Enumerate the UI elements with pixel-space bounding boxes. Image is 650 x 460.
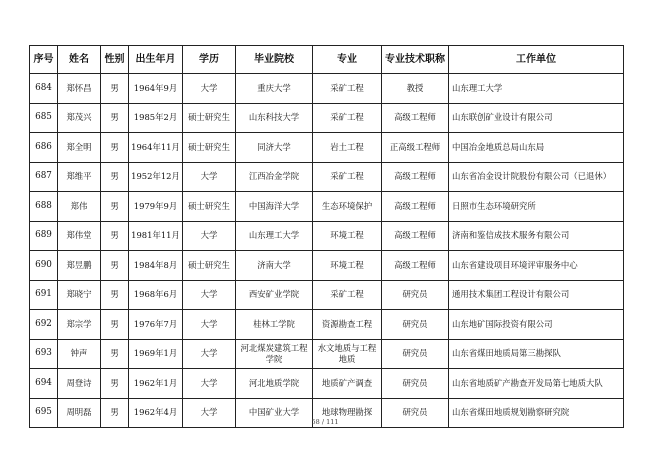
birth-cell: 1962年1月 [129, 369, 183, 399]
name-cell: 郑全明 [58, 133, 101, 163]
gender-header: 性别 [101, 46, 129, 74]
employer-cell: 济南和鉴信成技术服务有限公司 [449, 221, 624, 251]
education-cell: 大学 [183, 162, 236, 192]
title-cell: 高级工程师 [382, 162, 449, 192]
title-cell: 研究员 [382, 339, 449, 369]
gender-cell: 男 [101, 280, 129, 310]
education-cell: 硕士研究生 [183, 251, 236, 281]
table-header-row [30, 46, 624, 74]
employer-cell: 日照市生态环境研究所 [449, 192, 624, 222]
gender-cell: 男 [101, 310, 129, 340]
birth-cell: 1964年11月 [129, 133, 183, 163]
name-cell: 周明磊 [58, 398, 101, 428]
seq-header: 序号 [30, 46, 58, 74]
seq-cell: 685 [30, 103, 58, 133]
birth-cell: 1969年1月 [129, 339, 183, 369]
personnel-table-container [29, 45, 623, 428]
major-cell: 采矿工程 [313, 162, 382, 192]
table-row [30, 369, 624, 399]
name-cell: 郑伟 [58, 192, 101, 222]
employer-cell: 山东联创矿业设计有限公司 [449, 103, 624, 133]
major-header: 专业 [313, 46, 382, 74]
table-row [30, 103, 624, 133]
title-cell: 高级工程师 [382, 221, 449, 251]
table-body [30, 74, 624, 428]
school-cell: 河北地质学院 [236, 369, 313, 399]
seq-cell: 695 [30, 398, 58, 428]
education-cell: 大学 [183, 339, 236, 369]
name-cell: 郑维平 [58, 162, 101, 192]
birth-cell: 1968年6月 [129, 280, 183, 310]
school-cell: 桂林工学院 [236, 310, 313, 340]
table-row [30, 221, 624, 251]
name-cell: 郑伟堂 [58, 221, 101, 251]
employer-header: 工作单位 [449, 46, 624, 74]
school-cell: 西安矿业学院 [236, 280, 313, 310]
major-cell: 岩土工程 [313, 133, 382, 163]
education-cell: 大学 [183, 369, 236, 399]
school-cell: 济南大学 [236, 251, 313, 281]
name-cell: 郑宗学 [58, 310, 101, 340]
education-cell: 大学 [183, 280, 236, 310]
education-cell: 硕士研究生 [183, 133, 236, 163]
table-row [30, 310, 624, 340]
major-cell: 采矿工程 [313, 103, 382, 133]
birth-cell: 1952年12月 [129, 162, 183, 192]
table-row [30, 133, 624, 163]
seq-cell: 693 [30, 339, 58, 369]
major-cell: 环境工程 [313, 221, 382, 251]
title-cell: 高级工程师 [382, 192, 449, 222]
education-cell: 大学 [183, 221, 236, 251]
major-cell: 采矿工程 [313, 280, 382, 310]
personnel-table [29, 45, 624, 428]
name-cell: 郑怀昌 [58, 74, 101, 104]
seq-cell: 691 [30, 280, 58, 310]
seq-cell: 694 [30, 369, 58, 399]
table-row [30, 74, 624, 104]
title-cell: 研究员 [382, 280, 449, 310]
title-cell: 正高级工程师 [382, 133, 449, 163]
birth-cell: 1962年4月 [129, 398, 183, 428]
name-cell: 郑昱鹏 [58, 251, 101, 281]
name-cell: 周登诗 [58, 369, 101, 399]
employer-cell: 山东省冶金设计院股份有限公司（已退休） [449, 162, 624, 192]
school-cell: 江西冶金学院 [236, 162, 313, 192]
birth-cell: 1979年9月 [129, 192, 183, 222]
birth-header: 出生年月 [129, 46, 183, 74]
birth-cell: 1964年9月 [129, 74, 183, 104]
major-cell: 地质矿产调查 [313, 369, 382, 399]
gender-cell: 男 [101, 103, 129, 133]
birth-cell: 1985年2月 [129, 103, 183, 133]
table-row [30, 251, 624, 281]
school-header: 毕业院校 [236, 46, 313, 74]
school-cell: 中国矿业大学 [236, 398, 313, 428]
seq-cell: 686 [30, 133, 58, 163]
gender-cell: 男 [101, 133, 129, 163]
gender-cell: 男 [101, 339, 129, 369]
page-number: 58 / 111 [311, 418, 339, 426]
birth-cell: 1981年11月 [129, 221, 183, 251]
education-cell: 大学 [183, 398, 236, 428]
table-row [30, 192, 624, 222]
major-cell: 地球物理勘探 [313, 398, 382, 428]
employer-cell: 中国冶金地质总局山东局 [449, 133, 624, 163]
school-cell: 山东理工大学 [236, 221, 313, 251]
gender-cell: 男 [101, 398, 129, 428]
seq-cell: 684 [30, 74, 58, 104]
employer-cell: 山东地矿国际投资有限公司 [449, 310, 624, 340]
major-cell: 生态环境保护 [313, 192, 382, 222]
employer-cell: 山东省地质矿产勘查开发局第七地质大队 [449, 369, 624, 399]
table-row [30, 280, 624, 310]
name-header: 姓名 [58, 46, 101, 74]
gender-cell: 男 [101, 251, 129, 281]
table-row [30, 339, 624, 369]
gender-cell: 男 [101, 221, 129, 251]
title-cell: 高级工程师 [382, 103, 449, 133]
title-cell: 研究员 [382, 310, 449, 340]
school-cell: 山东科技大学 [236, 103, 313, 133]
major-cell: 采矿工程 [313, 74, 382, 104]
employer-cell: 通用技术集团工程设计有限公司 [449, 280, 624, 310]
name-cell: 郑茂兴 [58, 103, 101, 133]
gender-cell: 男 [101, 162, 129, 192]
school-cell: 重庆大学 [236, 74, 313, 104]
education-cell: 大学 [183, 310, 236, 340]
name-cell: 钟声 [58, 339, 101, 369]
seq-cell: 688 [30, 192, 58, 222]
gender-cell: 男 [101, 192, 129, 222]
major-cell: 水文地质与工程地质 [313, 339, 382, 369]
education-cell: 大学 [183, 74, 236, 104]
school-cell: 河北煤炭建筑工程学院 [236, 339, 313, 369]
seq-cell: 692 [30, 310, 58, 340]
education-header: 学历 [183, 46, 236, 74]
name-cell: 郑晓宁 [58, 280, 101, 310]
employer-cell: 山东理工大学 [449, 74, 624, 104]
title-cell: 研究员 [382, 398, 449, 428]
title-cell: 研究员 [382, 369, 449, 399]
education-cell: 硕士研究生 [183, 192, 236, 222]
major-cell: 资源勘查工程 [313, 310, 382, 340]
seq-cell: 689 [30, 221, 58, 251]
education-cell: 硕士研究生 [183, 103, 236, 133]
school-cell: 中国海洋大学 [236, 192, 313, 222]
gender-cell: 男 [101, 369, 129, 399]
title-header: 专业技术职称 [382, 46, 449, 74]
major-cell: 环境工程 [313, 251, 382, 281]
seq-cell: 687 [30, 162, 58, 192]
employer-cell: 山东省煤田地质局第三勘探队 [449, 339, 624, 369]
gender-cell: 男 [101, 74, 129, 104]
seq-cell: 690 [30, 251, 58, 281]
school-cell: 同济大学 [236, 133, 313, 163]
birth-cell: 1976年7月 [129, 310, 183, 340]
employer-cell: 山东省煤田地质规划勘察研究院 [449, 398, 624, 428]
birth-cell: 1984年8月 [129, 251, 183, 281]
title-cell: 高级工程师 [382, 251, 449, 281]
title-cell: 教授 [382, 74, 449, 104]
employer-cell: 山东省建设项目环境评审服务中心 [449, 251, 624, 281]
table-row [30, 162, 624, 192]
